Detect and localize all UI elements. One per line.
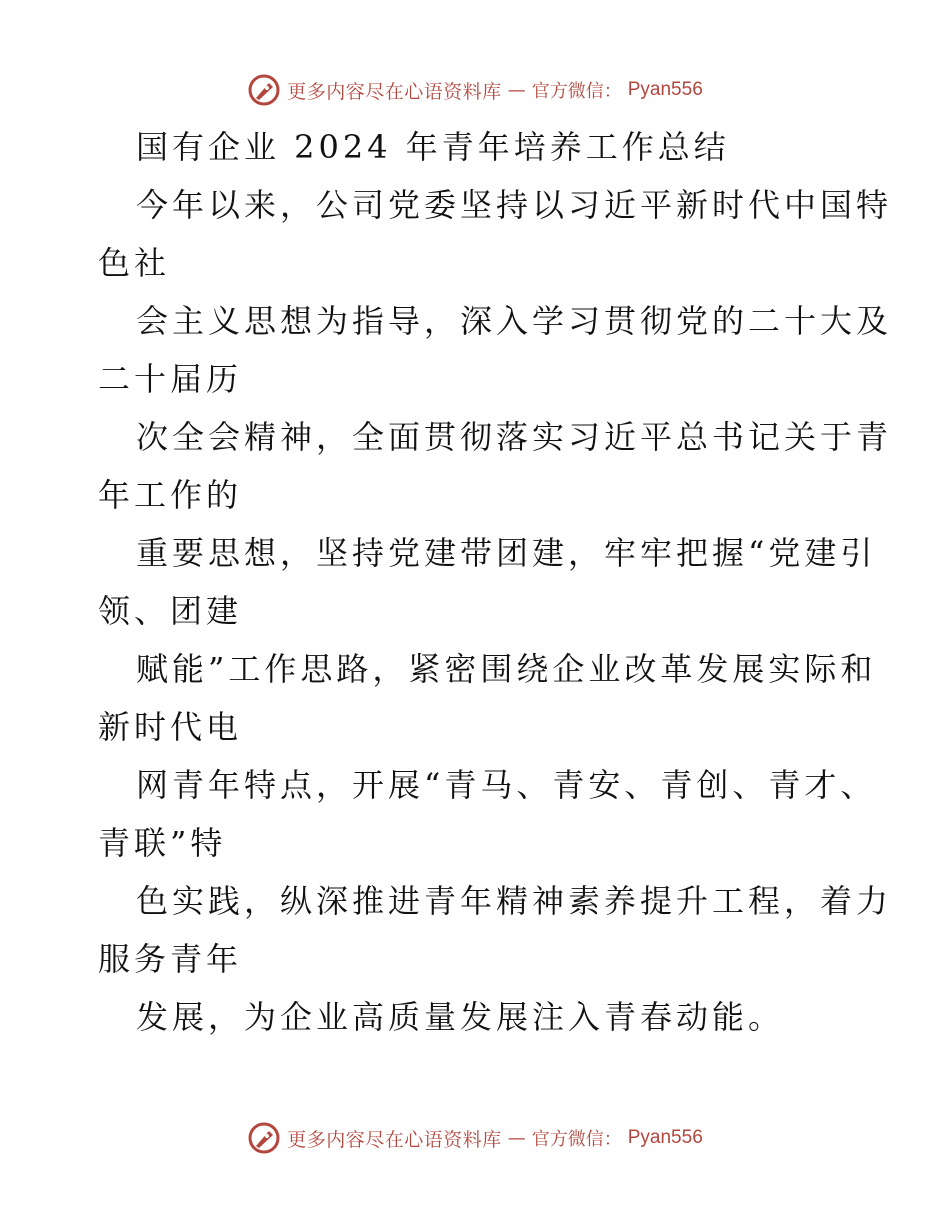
footer-watermark (0, 1118, 950, 1158)
paragraph-line: 次全会精神，全面贯彻落实习近平总书记关于青 (136, 418, 893, 456)
paragraph-line: 网青年特点，开展“青马、青安、青创、青才、 (136, 766, 877, 804)
paragraph-line: 服务青年 (98, 940, 243, 978)
paragraph-line: 领、团建 (98, 592, 243, 630)
watermark-wechat-id: Pyan556 (627, 79, 703, 100)
paragraph-line: 二十届历 (98, 360, 243, 398)
document-body (98, 118, 893, 1046)
paragraph-line: 赋能”工作思路，紧密围绕企业改革发展实际和 (136, 650, 877, 688)
watermark-dash: — (507, 79, 526, 101)
paragraph-line: 色实践，纵深推进青年精神素养提升工程，着力 (136, 882, 893, 920)
paragraph-line: 会主义思想为指导，深入学习贯彻党的二十大及 (136, 302, 893, 340)
header-watermark (0, 70, 950, 110)
document-title: 国有企业 2024 年青年培养工作总结 (136, 128, 730, 166)
watermark-official-label: 官方微信： (531, 81, 622, 102)
paragraph-line: 今年以来，公司党委坚持以习近平新时代中国特 (136, 186, 893, 224)
watermark-dash: — (507, 1127, 526, 1149)
paragraph-line: 新时代电 (98, 708, 243, 746)
paragraph-line: 发展，为企业高质量发展注入青春动能。 (136, 998, 785, 1036)
watermark-official-label: 官方微信： (531, 1129, 622, 1150)
paragraph-line: 色社 (98, 244, 171, 282)
watermark-text: 更多内容尽在心语资料库 (287, 80, 502, 103)
paragraph-line: 年工作的 (98, 476, 243, 514)
pen-nib-logo-icon (247, 1121, 281, 1155)
watermark-wechat-id: Pyan556 (627, 1127, 703, 1148)
pen-nib-logo-icon (247, 73, 281, 107)
paragraph-line: 青联”特 (98, 824, 227, 862)
watermark-text: 更多内容尽在心语资料库 (287, 1128, 502, 1151)
paragraph-line: 重要思想，坚持党建带团建，牢牢把握“党建引 (136, 534, 877, 572)
